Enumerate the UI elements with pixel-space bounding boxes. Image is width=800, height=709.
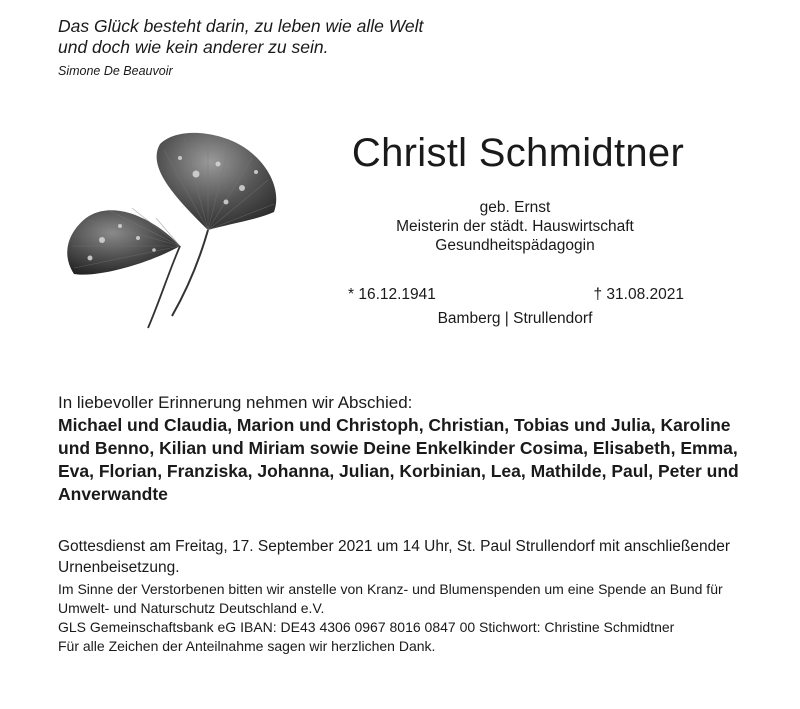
birth-date: * 16.12.1941 bbox=[348, 286, 436, 303]
death-date: † 31.08.2021 bbox=[593, 286, 684, 303]
mourners-intro: In liebevoller Erinnerung nehmen wir Abschied: bbox=[58, 393, 413, 412]
ginkgo-leaves-icon bbox=[60, 128, 300, 338]
deceased-name: Christl Schmidtner bbox=[351, 131, 685, 175]
ginkgo-leaves-image bbox=[60, 128, 300, 338]
title-line-1: Meisterin der städt. Hauswirtschaft bbox=[396, 218, 634, 235]
maiden-name: geb. Ernst bbox=[479, 199, 551, 216]
quote-line-2: und doch wie kein anderer zu sein. bbox=[58, 37, 329, 57]
donation-info: Im Sinne der Verstorbenen bitten wir anstelle von Kranz- und Blumenspenden um eine Spende an Bund für Umwelt- und Naturschutz Deutschland e.V. bbox=[58, 581, 723, 616]
deceased-details bbox=[330, 198, 700, 255]
mourners-names: Michael und Claudia, Marion und Christoph, Christian, Tobias und Julia, Karoline und Benno, Kilian und Miriam sowie Deine Enkelkinder Cosima, Elisabeth, Emma, Eva, Florian, Franziska, Johanna, Julian, Korbinian, Lea, Mathilde, Paul, Peter und Anverwandte bbox=[58, 415, 739, 504]
title-line-2: Gesundheitspädagogin bbox=[435, 237, 595, 254]
service-info: Gottesdienst am Freitag, 17. September 2021 um 14 Uhr, St. Paul Strullendorf mit anschließender Urnenbeisetzung. bbox=[58, 538, 731, 576]
quote-line-1: Das Glück besteht darin, zu leben wie alle Welt bbox=[58, 16, 424, 36]
mourners-block bbox=[58, 392, 758, 506]
quote-block bbox=[58, 16, 518, 79]
thanks-line: Für alle Zeichen der Anteilnahme sagen wir herzlichen Dank. bbox=[58, 638, 436, 654]
footer-block bbox=[58, 536, 748, 656]
quote-author: Simone De Beauvoir bbox=[58, 64, 173, 78]
places: Bamberg | Strullendorf bbox=[437, 310, 593, 327]
bank-info: GLS Gemeinschaftsbank eG IBAN: DE43 4306 0967 8016 0847 00 Stichwort: Christine Schmidtner bbox=[58, 619, 675, 635]
